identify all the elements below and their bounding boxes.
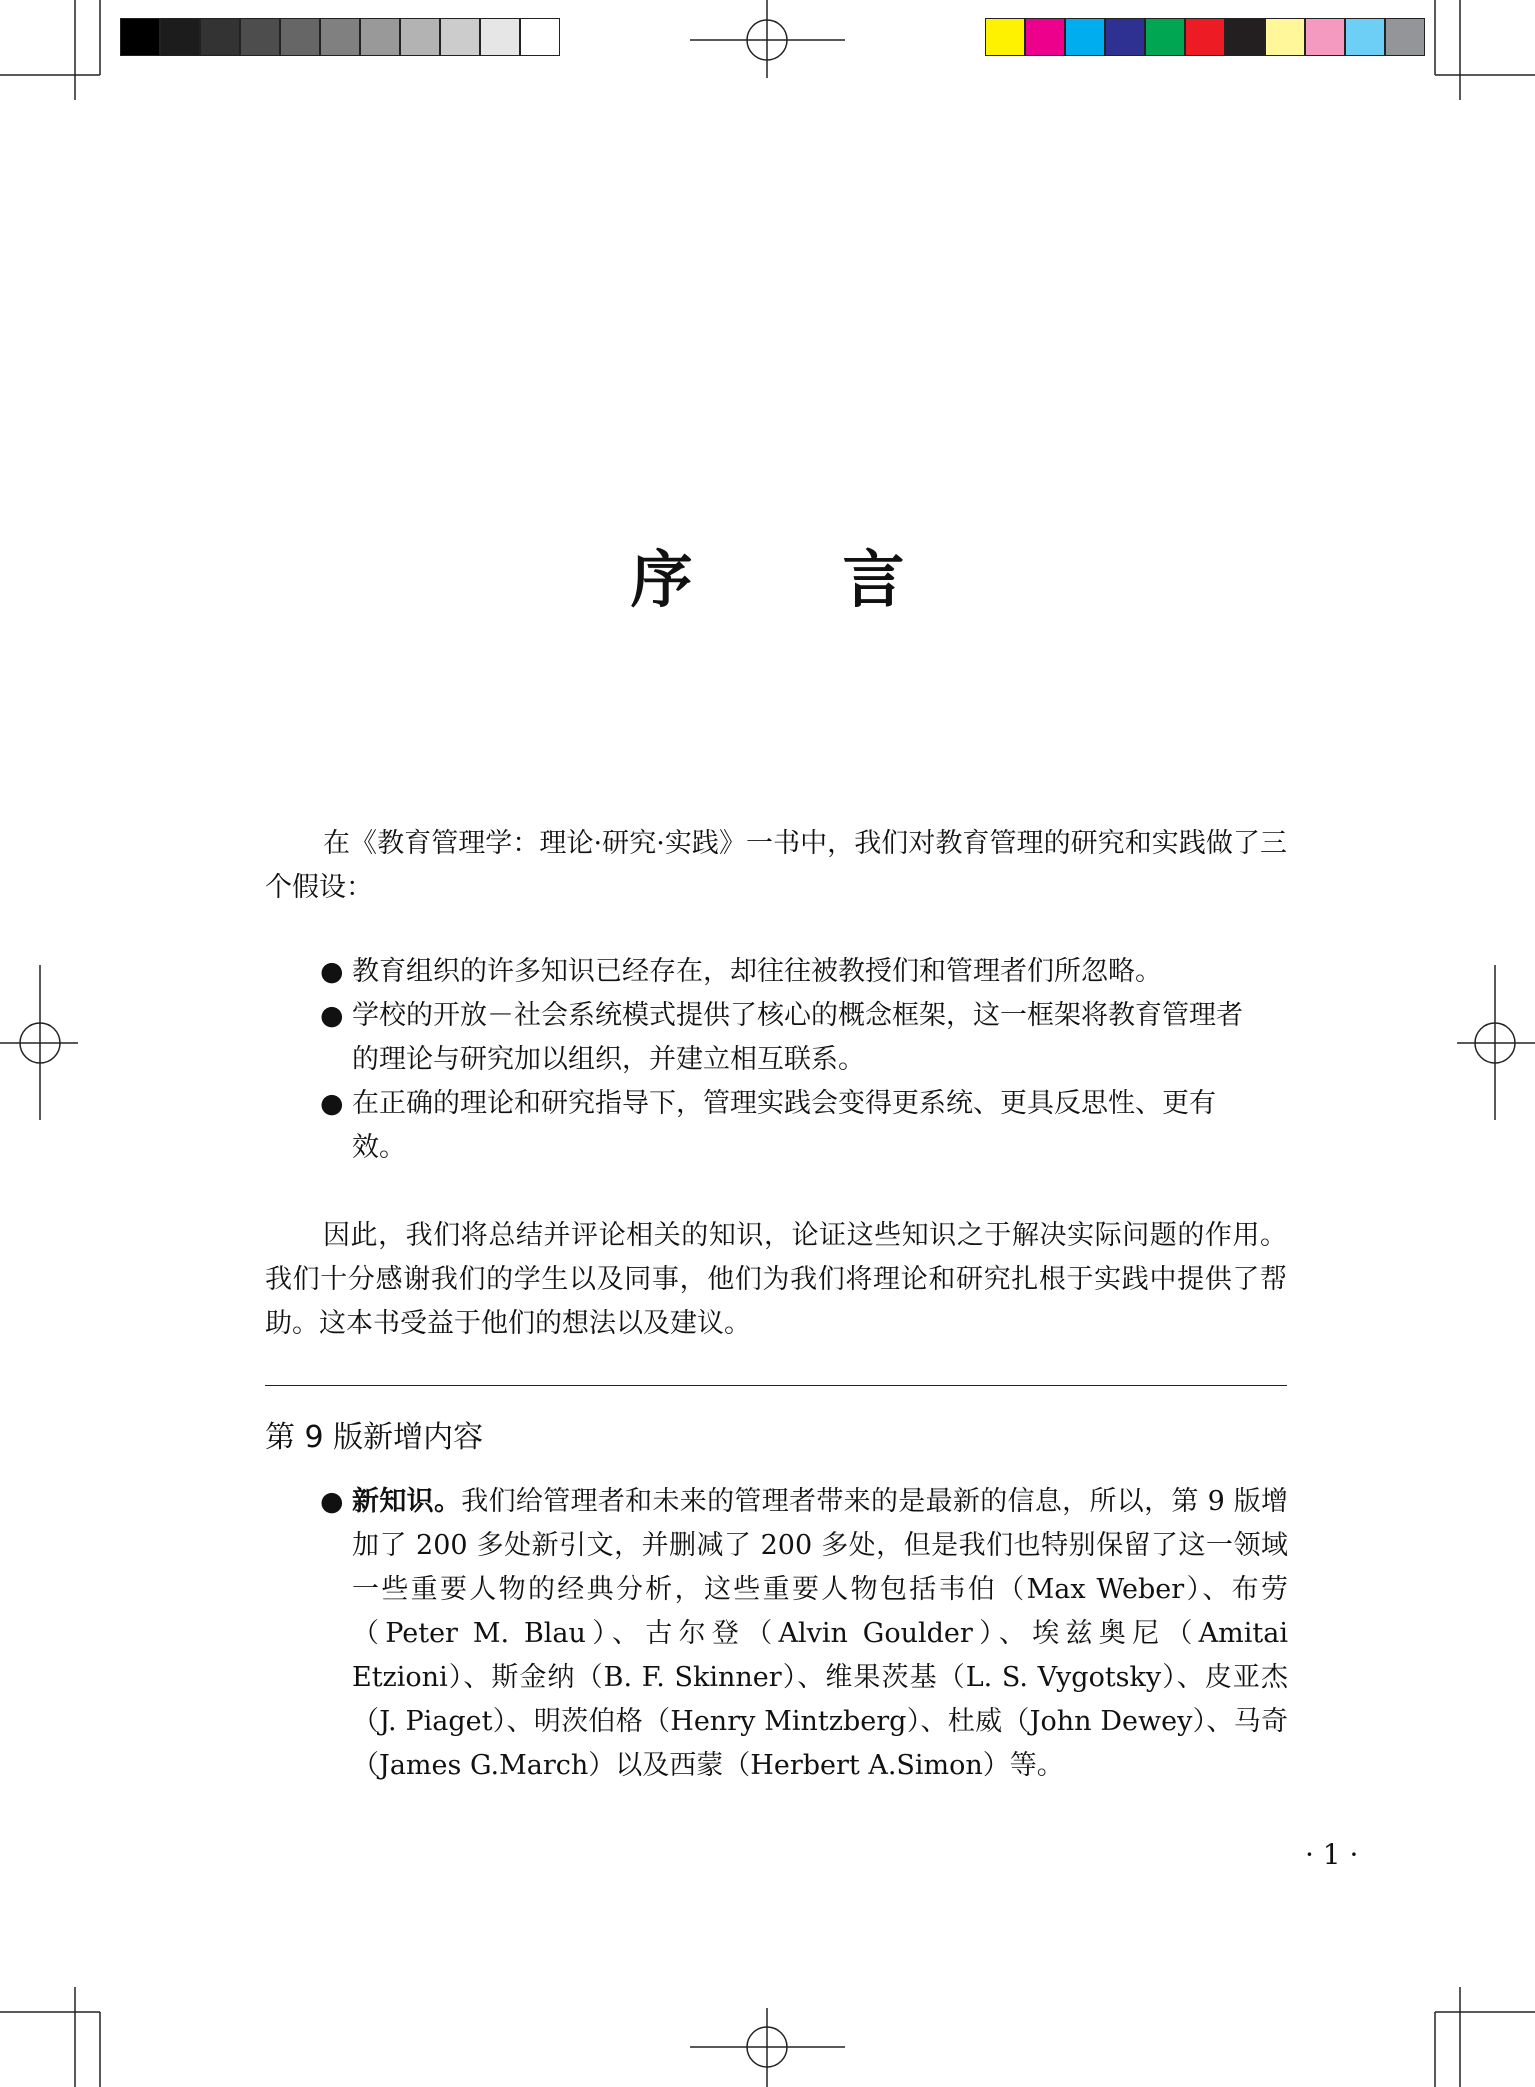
item-text: 我们给管理者和未来的管理者带来的是最新的信息，所以，第 9 版增加了 200 多处新引文，并删减了 200 多处，但是我们也特别保留了这一领域一些重要人物的经典分析，这些重要人物包括韦伯（Max Weber）、布劳（Peter M. Blau）、古尔登（Alvin Goulder）、埃兹奥尼（Amitai Etzioni）、斯金纳（B. F. Skinner）、维果茨基（L. S. Vygotsky）、皮亚杰（J. Piaget）、明茨伯格（Henry Mintzberg）、杜威（John Dewey）、马奇（James G.March）以及西蒙（Herbert A.Simon）等。 — [352, 1486, 1289, 1781]
process-color-swatch — [1025, 18, 1065, 56]
list-item — [320, 1082, 1250, 1170]
list-item — [320, 950, 1250, 994]
grayscale-swatch — [120, 18, 160, 56]
process-color-swatch — [1105, 18, 1145, 56]
process-color-swatch — [1065, 18, 1105, 56]
grayscale-swatch — [200, 18, 240, 56]
list-item — [320, 994, 1250, 1082]
assumption-text: 教育组织的许多知识已经存在，却往往被教授们和管理者们所忽略。 — [352, 956, 1162, 987]
bullet-icon: ● — [320, 1088, 344, 1119]
grayscale-swatch — [400, 18, 440, 56]
bullet-icon: ● — [320, 1000, 344, 1031]
title-char-2: 言 — [842, 543, 905, 616]
process-color-swatch — [1385, 18, 1425, 56]
process-color-swatch — [1145, 18, 1185, 56]
section-divider — [265, 1385, 1287, 1386]
list-item — [320, 1480, 1288, 1788]
grayscale-swatch — [480, 18, 520, 56]
bullet-icon: ● — [320, 1486, 344, 1517]
process-color-swatch — [1265, 18, 1305, 56]
grayscale-swatch — [280, 18, 320, 56]
conclusion-paragraph: 因此，我们将总结并评论相关的知识，论证这些知识之于解决实际问题的作用。我们十分感谢我们的学生以及同事，他们为我们将理论和研究扎根于实践中提供了帮助。这本书受益于他们的想法以及建议。 — [265, 1220, 1287, 1339]
assumption-list — [320, 950, 1250, 1170]
grayscale-swatch — [160, 18, 200, 56]
grayscale-swatch — [520, 18, 560, 56]
assumption-text: 在正确的理论和研究指导下，管理实践会变得更系统、更具反思性、更有效。 — [352, 1088, 1216, 1163]
grayscale-swatch — [240, 18, 280, 56]
process-color-swatch — [1305, 18, 1345, 56]
page-number: · 1 · — [1305, 1838, 1359, 1871]
grayscale-swatch — [320, 18, 360, 56]
process-color-swatch — [1345, 18, 1385, 56]
process-color-swatch — [1225, 18, 1265, 56]
process-color-swatch — [985, 18, 1025, 56]
page-title — [0, 530, 1535, 619]
intro-paragraph-block — [265, 822, 1287, 910]
grayscale-swatch — [360, 18, 400, 56]
item-lead: 新知识。 — [352, 1486, 462, 1517]
process-color-bar — [985, 18, 1425, 58]
section-heading: 第 9 版新增内容 — [265, 1420, 484, 1455]
grayscale-color-bar — [120, 18, 560, 58]
bullet-icon: ● — [320, 956, 344, 987]
conclusion-paragraph-block — [265, 1214, 1287, 1346]
process-color-swatch — [1185, 18, 1225, 56]
grayscale-swatch — [440, 18, 480, 56]
title-char-1: 序 — [630, 543, 693, 616]
assumption-text: 学校的开放－社会系统模式提供了核心的概念框架，这一框架将教育管理者的理论与研究加以组织，并建立相互联系。 — [352, 1000, 1243, 1075]
intro-paragraph: 在《教育管理学：理论·研究·实践》一书中，我们对教育管理的研究和实践做了三个假设： — [265, 828, 1287, 903]
new-content-list — [320, 1480, 1288, 1788]
